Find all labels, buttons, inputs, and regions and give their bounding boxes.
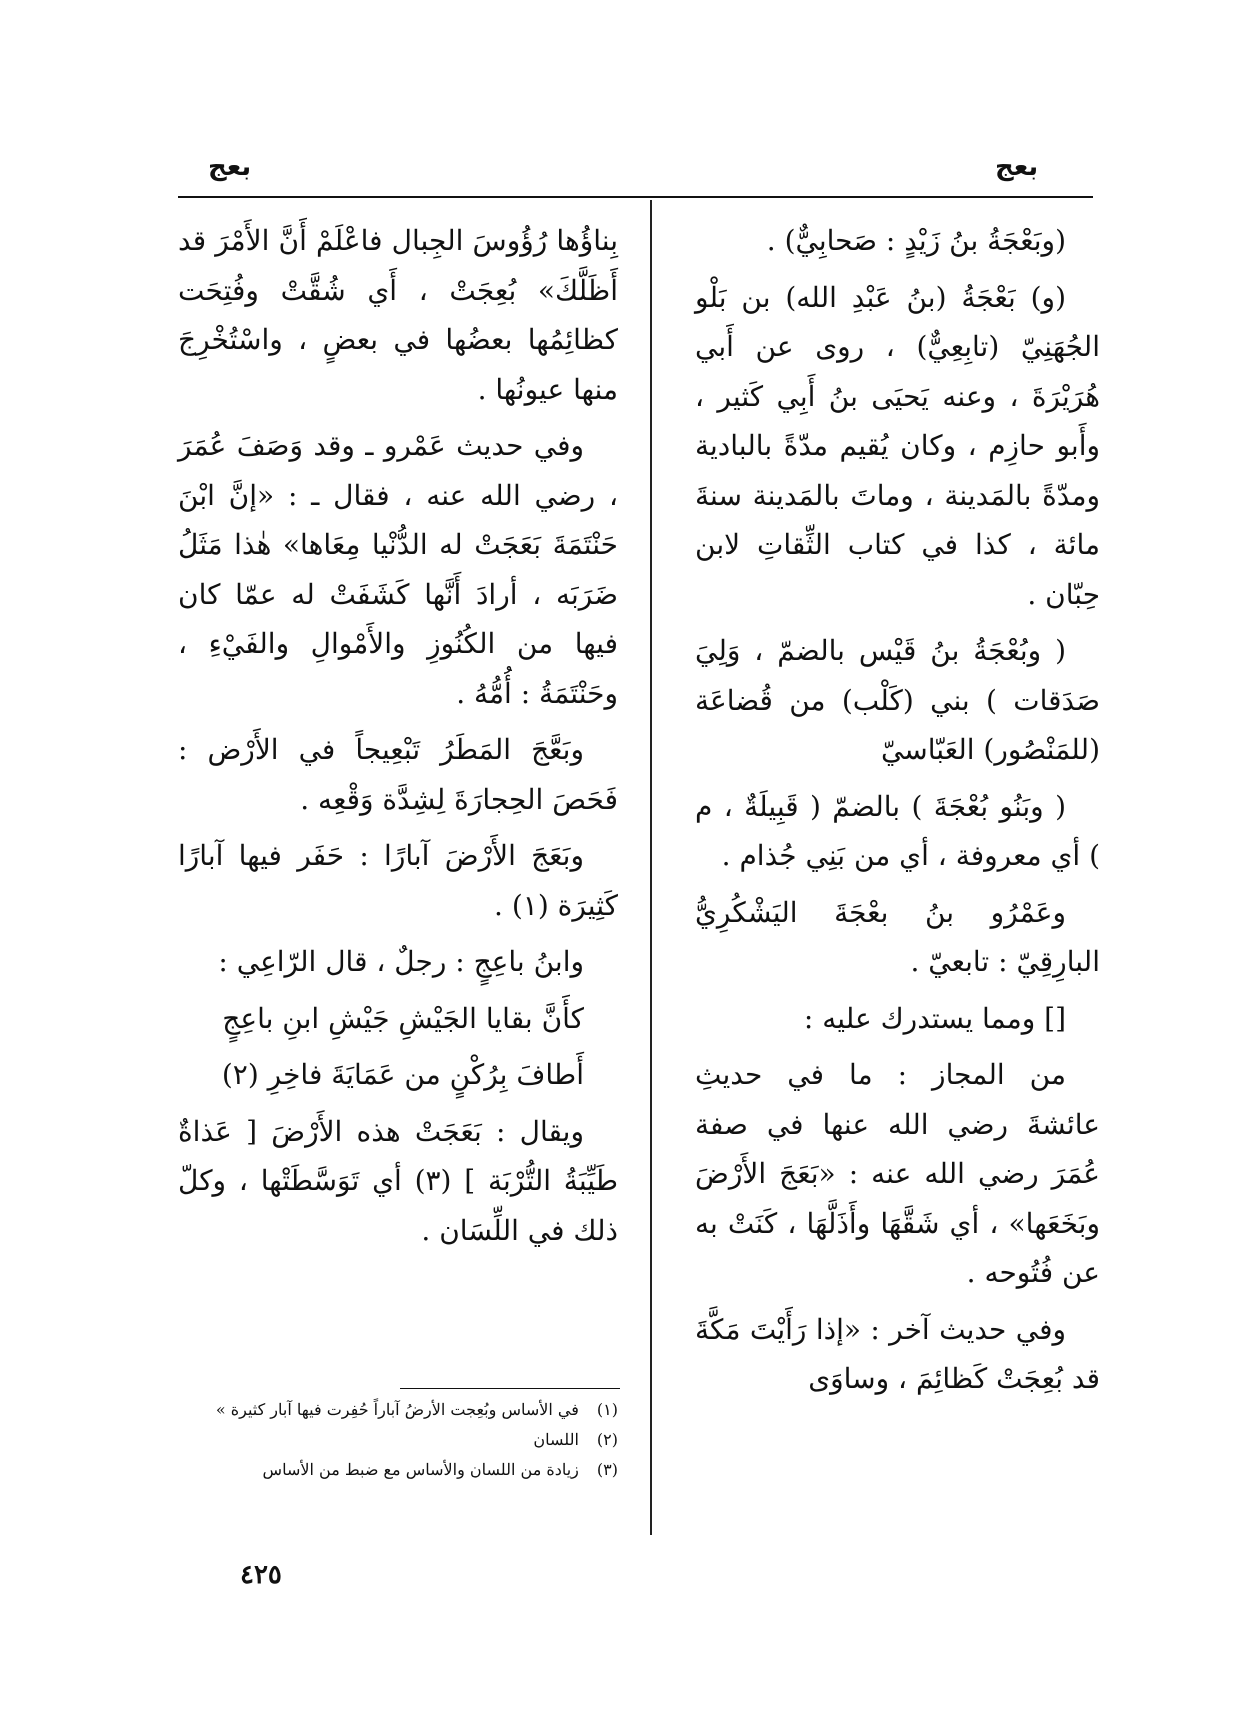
- page-number: ٤٢٥: [240, 1560, 282, 1590]
- entry-paragraph: وابنُ باعِجٍ : رجلٌ ، قال الرّاعِي :: [218, 945, 584, 978]
- footnote: [178, 1395, 618, 1425]
- entry-paragraph: وفي حديث آخر : «إذا رَأَيْتَ مَكَّةَ قد بُعِجَتْ كَظائِمَ ، وساوَى: [695, 1312, 1100, 1395]
- footnote-rule: [400, 1388, 620, 1389]
- footnote: [178, 1425, 618, 1455]
- entry-paragraph: ( وبَنُو بُعْجَةَ ) بالضمّ ( قَبِيلَةٌ ، م ) أي معروفة ، أي من بَنِي جُذام .: [695, 789, 1100, 872]
- footnotes: [178, 1395, 618, 1485]
- footnote-number: (٢): [596, 1430, 618, 1449]
- left-running-head: بعج: [208, 152, 252, 182]
- entry-paragraph: بِناؤُها رُؤُوسَ الجِبال فاعْلَمْ أَنَّ الأَمْرَ قد أَظَلَّكَ» بُعِجَتْ ، أَي شُقَّتْ وفُتِحَت كظائِمُها بعضُها في بعضٍ ، واسْتُخْرِجَ منها عيونُها .: [178, 224, 618, 406]
- left-column: [178, 216, 618, 1262]
- header-rule: [178, 196, 1093, 198]
- entry-paragraph: ويقال : بَعَجَتْ هذه الأَرْضَ [ عَذاةٌ طَيِّبَةُ التُّرْبَة ] (٣) أي تَوَسَّطَتْها ، وكلّ ذلك في اللِّسَان .: [178, 1114, 619, 1247]
- entry-paragraph: وبَعَّجَ المَطَرُ تَبْعِيجاً في الأَرْض : فَحَصَ الحِجارَةَ لِشِدَّة وَقْعِه .: [178, 733, 618, 816]
- column-divider: [650, 200, 652, 1535]
- right-running-head: بعج: [995, 152, 1039, 182]
- verse-line: كأَنَّ بقايا الجَيْشِ جَيْشِ ابنِ باعِجٍ: [222, 1001, 584, 1035]
- verse-line: أَطافَ بِرُكْنٍ من عَمَايَةَ فاخِرِ (٢): [221, 1058, 584, 1091]
- footnote-number: (٣): [596, 1460, 618, 1479]
- entry-paragraph: (وبَعْجَةُ بنُ زَيْدٍ : صَحابِيٌّ) .: [766, 224, 1066, 257]
- entry-paragraph: من المجاز : ما في حديثِ عائشةَ رضي الله عنها في صفة عُمَرَ رضي الله عنه : «بَعَجَ الأَرْضَ وبَخَعَها» ، أي شَقَّهَا وأَذَلَّهَا ، كَنَتْ به عن فُتُوحه .: [695, 1058, 1100, 1289]
- footnote-text: زيادة من اللسان والأساس مع ضبط من الأساس: [262, 1460, 579, 1479]
- footnote-text: في الأساس وبُعِجت الأرضُ آباراً حُفِرت فيها آبار كثيرة »: [215, 1400, 579, 1419]
- right-column: [695, 216, 1100, 1411]
- entry-paragraph: (و) بَعْجَةُ (بنُ عَبْدِ الله) بن بَلْو الجُهَنِيّ (تابِعِيٌّ) ، روى عن أَبي هُرَيْرَةَ ، وعنه يَحيَى بنُ أَبِي كَثير ، وأَبو حازِم ، وكان يُقيم مدّةً بالبادية ومدّةً بالمَدينة ، وماتَ بالمَدينة سنةَ مائة ، كذا في كتاب الثِّقاتِ لابن حِبّان .: [695, 280, 1100, 611]
- entry-paragraph: وبَعَجَ الأَرْضَ آبارًا : حَفَر فيها آبارًا كَثِيرَة (١) .: [178, 839, 618, 922]
- footnote: [178, 1455, 618, 1485]
- entry-paragraph: وفي حديث عَمْرو ـ وقد وَصَفَ عُمَرَ ، رضي الله عنه ، فقال ـ : «إنَّ ابْنَ حَنْتَمَةَ بَعَجَتْ له الدُّنْيا مِعَاها» هٰذا مَثَلُ ضَرَبَه ، أرادَ أَنَّها كَشَفَتْ له عمّا كان فيها من الكُنُوزِ والأَمْوالِ والفَيْءِ ، وحَنْتَمَةُ : أُمُّهُ .: [178, 429, 618, 710]
- footnote-number: (١): [596, 1400, 618, 1419]
- footnote-text: اللسان: [533, 1430, 579, 1449]
- entry-paragraph: ( وبُعْجَةُ بنُ قَيْس بالضمّ ، وَلِيَ صَدَقات ) بني (كَلْب) من قُضاعَة (للمَنْصُور) العَبّاسيّ: [695, 634, 1100, 766]
- section-heading: [] ومما يستدرك عليه :: [803, 1001, 1066, 1035]
- entry-paragraph: وعَمْرُو بنُ بعْجَةَ اليَشْكُرِيُّ البارِقِيّ : تابعيّ .: [695, 895, 1100, 978]
